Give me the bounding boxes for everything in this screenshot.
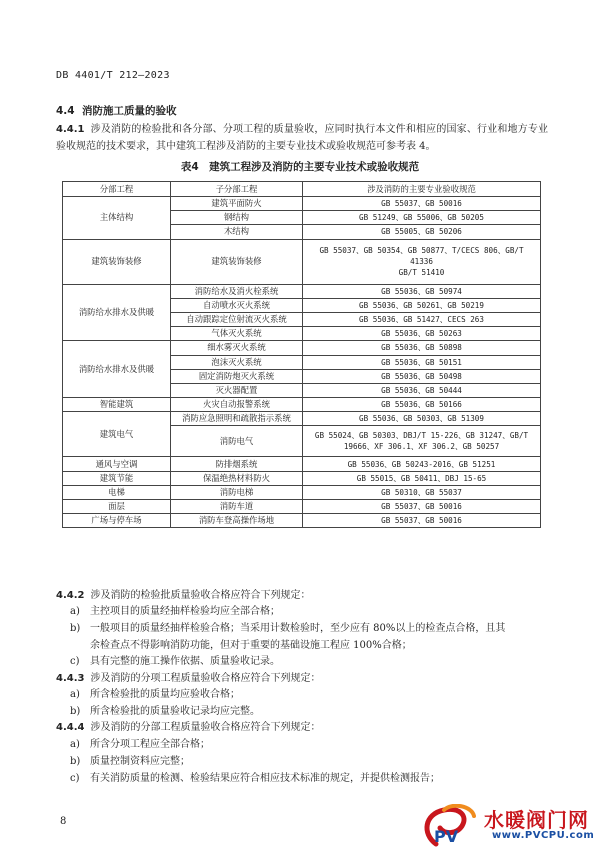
sub-cell: 泡沫灭火系统 xyxy=(171,355,303,369)
sub-cell: 防排烟系统 xyxy=(171,457,303,471)
sub-cell: 灭火器配置 xyxy=(171,383,303,397)
std-cell: GB 55036、GB 51427、CECS 263 xyxy=(303,312,541,326)
std-cell: GB 51249、GB 55006、GB 50205 xyxy=(303,211,541,225)
std-cell: GB 55015、GB 50411、DBJ 15-65 xyxy=(303,471,541,485)
table-row xyxy=(63,412,541,426)
document-id: DB 4401/T 212—2023 xyxy=(56,70,170,81)
table-row xyxy=(63,514,541,528)
sub-cell: 保温绝热材料防火 xyxy=(171,471,303,485)
item-marker: c) xyxy=(70,656,80,667)
group-cell: 主体结构 xyxy=(63,197,171,240)
group-cell: 建筑装饰装修 xyxy=(63,239,171,284)
table-row xyxy=(63,457,541,471)
std-cell: GB 55037、GB 50016 xyxy=(303,197,541,211)
sub-cell: 消防车道 xyxy=(171,500,303,514)
list-item xyxy=(70,754,548,771)
table-row xyxy=(63,239,541,284)
clause-4-4-3 xyxy=(56,671,548,687)
clause-text: 涉及消防的检验批质量验收合格应符合下列规定： xyxy=(90,590,311,601)
group-cell: 消防给水排水及供暖 xyxy=(63,341,171,398)
std-cell: GB 55036、GB 50243-2016、GB 51251 xyxy=(303,457,541,471)
table-row xyxy=(63,197,541,211)
header-cell: 涉及消防的主要专业验收规范 xyxy=(303,182,541,197)
list-item xyxy=(70,704,548,721)
item-text: 质量控制资料应完整； xyxy=(90,756,190,767)
std-cell: GB 55036、GB 50498 xyxy=(303,369,541,383)
clause-4-4-2 xyxy=(56,588,548,604)
item-text: 具有完整的施工操作依据、质量验收记录。 xyxy=(90,656,280,667)
item-marker: a) xyxy=(70,739,80,750)
item-marker: a) xyxy=(70,689,80,700)
std-cell: GB 55036、GB 50166 xyxy=(303,398,541,412)
sub-cell: 自动跟踪定位射流灭火系统 xyxy=(171,312,303,326)
item-text: 有关消防质量的检测、检验结果应符合相应技术标准的规定，并提供检测报告； xyxy=(90,773,440,784)
clause-number: 4.4.3 xyxy=(56,673,85,684)
list-item xyxy=(70,687,548,704)
item-marker: c) xyxy=(70,773,80,784)
table-caption: 表4 建筑工程涉及消防的主要专业技术或验收规范 xyxy=(180,161,420,173)
std-cell xyxy=(303,239,541,284)
clause-4-4-4 xyxy=(56,720,548,736)
item-marker: a) xyxy=(70,606,80,617)
item-text: 所含检验批的质量均应验收合格； xyxy=(90,689,240,700)
group-cell: 电梯 xyxy=(63,485,171,499)
group-cell: 建筑电气 xyxy=(63,412,171,457)
std-cell: GB 55037、GB 50016 xyxy=(303,500,541,514)
sub-cell: 消防电气 xyxy=(171,426,303,457)
section-title: 消防施工质量的验收 xyxy=(82,105,177,117)
std-cell: GB 55036、GB 50263 xyxy=(303,327,541,341)
standards-table xyxy=(62,181,541,528)
std-cell: GB 55036、GB 50898 xyxy=(303,341,541,355)
std-line: GB/T 51410 xyxy=(398,268,445,278)
table-row xyxy=(63,341,541,355)
std-line: GB 55024、GB 50303、DBJ/T 15-226、GB 31247、GB/T xyxy=(314,431,529,441)
sub-cell: 消防应急照明和疏散指示系统 xyxy=(171,412,303,426)
group-cell: 智能建筑 xyxy=(63,398,171,412)
list-item xyxy=(70,737,548,754)
group-cell: 面层 xyxy=(63,500,171,514)
list-item xyxy=(70,771,548,788)
list-item xyxy=(70,654,548,671)
clause-text: 涉及消防的分部工程质量验收合格应符合下列规定： xyxy=(90,722,321,733)
sub-cell: 消防电梯 xyxy=(171,485,303,499)
table-row xyxy=(63,284,541,298)
sub-cell: 火灾自动报警系统 xyxy=(171,398,303,412)
table-header-row xyxy=(63,182,541,197)
list-item xyxy=(70,604,548,621)
sub-cell: 建筑装饰装修 xyxy=(171,239,303,284)
sub-cell: 木结构 xyxy=(171,225,303,239)
page-number: 8 xyxy=(60,816,67,827)
sub-cell: 建筑平面防火 xyxy=(171,197,303,211)
sub-cell: 钢结构 xyxy=(171,211,303,225)
item-text-continued: 余检查点不得影响消防功能，但对于重要的基础设施工程应 100%合格； xyxy=(90,639,412,651)
watermark-logo xyxy=(418,804,600,848)
group-cell: 通风与空调 xyxy=(63,457,171,471)
group-cell: 广场与停车场 xyxy=(63,514,171,528)
std-cell: GB 55036、GB 50303、GB 51309 xyxy=(303,412,541,426)
std-cell: GB 50310、GB 55037 xyxy=(303,485,541,499)
item-text: 主控项目的质量经抽样检验均应全部合格； xyxy=(90,606,280,617)
group-cell: 建筑节能 xyxy=(63,471,171,485)
table-row xyxy=(63,500,541,514)
std-cell: GB 55036、GB 50151 xyxy=(303,355,541,369)
sub-cell: 消防车登高操作场地 xyxy=(171,514,303,528)
std-cell: GB 55036、GB 50261、GB 50219 xyxy=(303,298,541,312)
watermark-brand: 水暖阀门网 xyxy=(484,808,589,832)
sub-cell: 固定消防炮灭火系统 xyxy=(171,369,303,383)
group-cell: 消防给水排水及供暖 xyxy=(63,284,171,341)
table-row xyxy=(63,471,541,485)
section-number: 4.4 xyxy=(56,105,75,117)
table-row xyxy=(63,485,541,499)
std-line: 19666、XF 306.1、XF 306.2、GB 50257 xyxy=(343,442,500,452)
watermark-url: www.PVCPU.com xyxy=(492,830,595,841)
std-cell: GB 55036、GB 50974 xyxy=(303,284,541,298)
sub-cell: 气体灭火系统 xyxy=(171,327,303,341)
std-cell: GB 55005、GB 50206 xyxy=(303,225,541,239)
std-line: 41336 xyxy=(410,257,433,267)
header-cell: 子分部工程 xyxy=(171,182,303,197)
std-cell: GB 55037、GB 50016 xyxy=(303,514,541,528)
item-marker: b) xyxy=(70,706,81,717)
sub-cell: 自动喷水灭火系统 xyxy=(171,298,303,312)
pv-logo-icon xyxy=(418,804,480,848)
clause-4-4-1 xyxy=(56,121,548,155)
item-text: 一般项目的质量经抽样检验合格；当采用计数检验时，至少应有 80%以上的检查点合格，且其 xyxy=(90,623,506,634)
section-heading xyxy=(56,103,177,118)
item-marker: b) xyxy=(70,623,81,634)
clause-number: 4.4.2 xyxy=(56,590,85,601)
clause-text: 涉及消防的检验批和各分部、分项工程的质量验收，应同时执行本文件和相应的国家、行业和地方专业验收规范的技术要求，其中建筑工程涉及消防的主要专业技术或验收规范可参考表 4。 xyxy=(56,124,548,152)
clause-number: 4.4.1 xyxy=(56,124,85,135)
header-cell: 分部工程 xyxy=(63,182,171,197)
clause-number: 4.4.4 xyxy=(56,722,85,733)
item-text: 所含分项工程应全部合格； xyxy=(90,739,210,750)
clause-text: 涉及消防的分项工程质量验收合格应符合下列规定： xyxy=(90,673,321,684)
list-item xyxy=(70,621,548,654)
table-row xyxy=(63,398,541,412)
sub-cell: 细水雾灭火系统 xyxy=(171,341,303,355)
sub-cell: 消防给水及消火栓系统 xyxy=(171,284,303,298)
std-cell xyxy=(303,426,541,457)
item-marker: b) xyxy=(70,756,81,767)
svg-text:PV: PV xyxy=(434,827,459,846)
std-cell: GB 55036、GB 50444 xyxy=(303,383,541,397)
item-text: 所含检验批的质量验收记录均应完整。 xyxy=(90,706,260,717)
std-line: GB 55037、GB 50354、GB 50877、T/CECS 806、GB/T xyxy=(319,246,524,256)
